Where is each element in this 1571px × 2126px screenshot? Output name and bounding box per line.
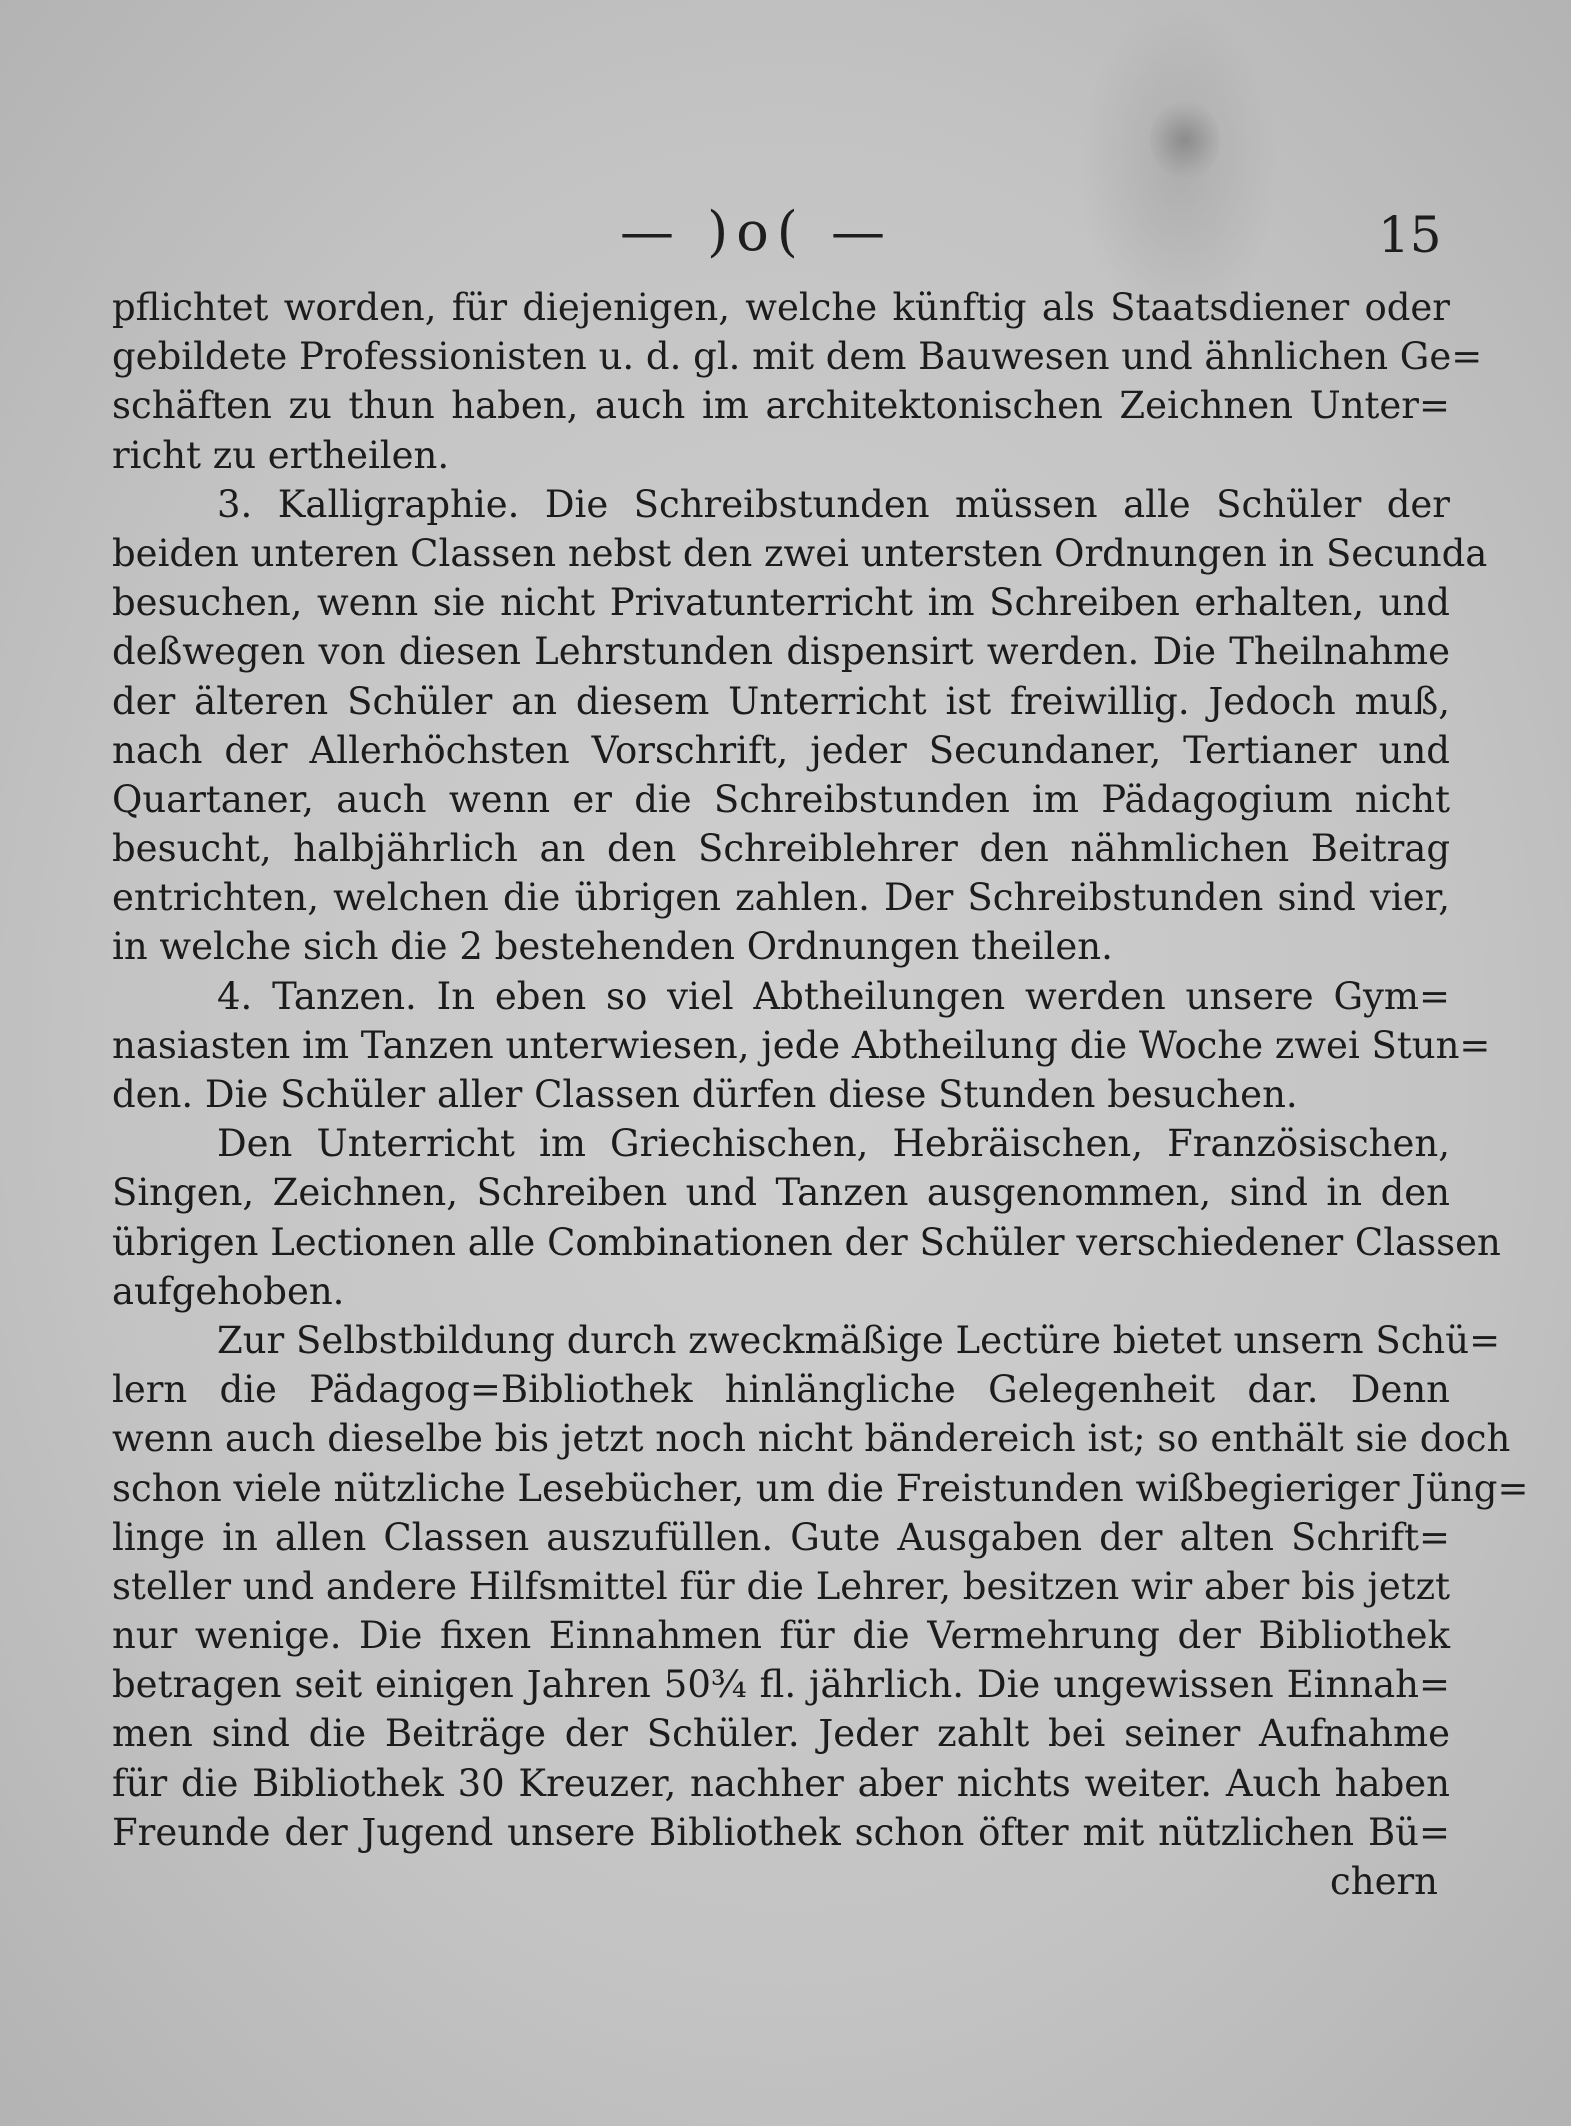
page-number: 15 (1378, 206, 1442, 264)
header-ornament: — )o( — (620, 200, 893, 263)
text-line: besucht, halbjährlich an den Schreiblehrer den nähmlichen Beitrag (112, 827, 1450, 871)
text-line: steller und andere Hilfsmittel für die Lehrer, besitzen wir aber bis jetzt (112, 1564, 1450, 1608)
text-line: Den Unterricht im Griechischen, Hebräischen, Französischen, (217, 1122, 1450, 1166)
text-line: für die Bibliothek 30 Kreuzer, nachher aber nichts weiter. Auch haben (112, 1761, 1450, 1805)
text-line: nur wenige. Die fixen Einnahmen für die Vermehrung der Bibliothek (112, 1614, 1450, 1658)
text-line: schäften zu thun haben, auch im architektonischen Zeichnen Unter= (112, 384, 1450, 428)
text-line: den. Die Schüler aller Classen dürfen diese Stunden besuchen. (112, 1073, 1298, 1116)
text-line: der älteren Schüler an diesem Unterricht ist freiwillig. Jedoch muß, (112, 679, 1450, 723)
text-line: lern die Pädagog=Bibliothek hinlängliche Gelegenheit dar. Denn (112, 1368, 1450, 1412)
text-line: deßwegen von diesen Lehrstunden dispensirt werden. Die Theilnahme (112, 630, 1450, 674)
text-line: 4. Tanzen. In eben so viel Abtheilungen werden unsere Gym= (217, 974, 1450, 1018)
body-text (112, 283, 1529, 1906)
text-line: gebildete Professionisten u. d. gl. mit dem Bauwesen und ähnlichen Ge= (112, 335, 1483, 379)
paper-stain (1150, 100, 1220, 180)
text-line: entrichten, welchen die übrigen zahlen. Der Schreibstunden sind vier, (112, 876, 1450, 920)
text-line: wenn auch dieselbe bis jetzt noch nicht bändereich ist; so enthält sie doch (112, 1417, 1511, 1461)
text-line: nasiasten im Tanzen unterwiesen, jede Abtheilung die Woche zwei Stun= (112, 1023, 1491, 1067)
text-line: men sind die Beiträge der Schüler. Jeder zahlt bei seiner Aufnahme (112, 1712, 1450, 1756)
text-line: übrigen Lectionen alle Combinationen der Schüler verschiedener Classen (112, 1220, 1501, 1264)
text-line: 3. Kalligraphie. Die Schreibstunden müssen alle Schüler der (217, 482, 1450, 526)
text-line: Freunde der Jugend unsere Bibliothek schon öfter mit nützlichen Bü= (112, 1810, 1450, 1854)
text-line: betragen seit einigen Jahren 50¾ fl. jährlich. Die ungewissen Einnah= (112, 1663, 1450, 1707)
text-line: richt zu ertheilen. (112, 433, 450, 477)
text-line: in welche sich die 2 bestehenden Ordnungen theilen. (112, 925, 1113, 969)
text-line: nach der Allerhöchsten Vorschrift, jeder Secundaner, Tertianer und (112, 728, 1450, 772)
text-line: chern (1330, 1860, 1438, 1903)
text-line: schon viele nützliche Lesebücher, um die Freistunden wißbegieriger Jüng= (112, 1466, 1529, 1510)
page-header (0, 200, 1571, 264)
text-line: linge in allen Classen auszufüllen. Gute Ausgaben der alten Schrift= (112, 1515, 1450, 1559)
text-line: pflichtet worden, für diejenigen, welche künftig als Staatsdiener oder (112, 286, 1450, 329)
text-line: aufgehoben. (112, 1269, 345, 1313)
text-line: Singen, Zeichnen, Schreiben und Tanzen ausgenommen, sind in den (112, 1171, 1450, 1215)
text-line: beiden unteren Classen nebst den zwei untersten Ordnungen in Secunda (112, 531, 1488, 575)
text-line: Quartaner, auch wenn er die Schreibstunden im Pädagogium nicht (112, 777, 1450, 821)
text-line: Zur Selbstbildung durch zweckmäßige Lectüre bietet unsern Schü= (217, 1318, 1501, 1362)
text-line: besuchen, wenn sie nicht Privatunterricht im Schreiben erhalten, und (112, 581, 1450, 625)
